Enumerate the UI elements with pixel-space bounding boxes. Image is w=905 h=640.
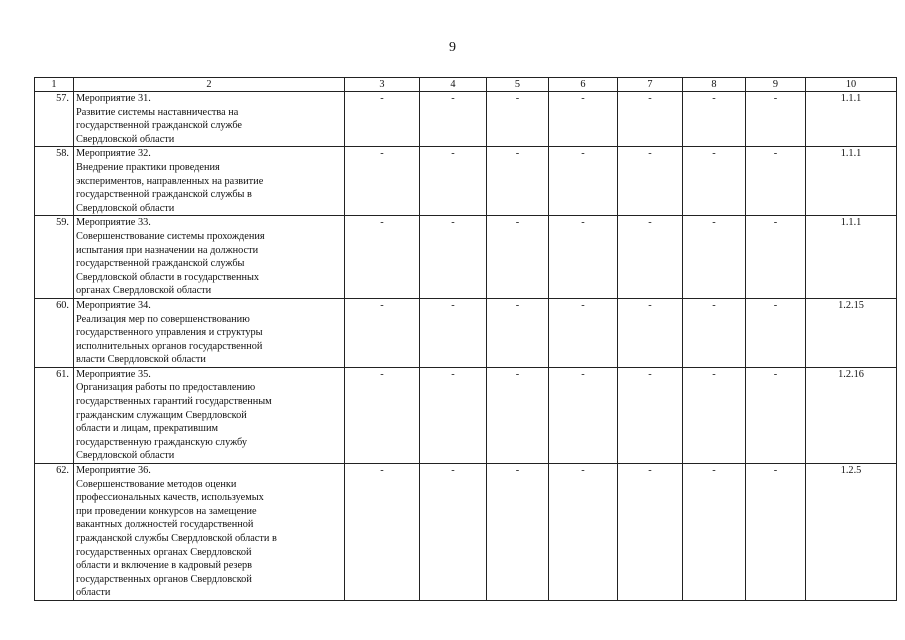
measure-name-line: органах Свердловской области <box>76 285 212 297</box>
header-cell: 9 <box>746 78 806 92</box>
table-row <box>35 367 897 463</box>
value-cell-c8: - <box>683 298 746 367</box>
value-cell-c7: - <box>618 92 683 147</box>
row-number-cell: 60. <box>35 298 74 367</box>
target-code-cell: 1.1.1 <box>806 147 897 216</box>
header-cell: 6 <box>549 78 618 92</box>
value-cell-c5: - <box>487 147 549 216</box>
measure-name-line: Совершенствование системы прохождения <box>76 230 265 242</box>
target-code-cell: 1.1.1 <box>806 216 897 299</box>
measure-name-line: Реализация мер по совершенствованию <box>76 313 250 325</box>
value-cell-c8: - <box>683 92 746 147</box>
value-cell-c3: - <box>345 92 420 147</box>
value-cell-c4: - <box>420 147 487 216</box>
measure-name-line: государственной гражданской службы <box>76 258 245 270</box>
measure-name-line: государственных гарантий государственным <box>76 396 272 408</box>
value-cell-c9: - <box>746 298 806 367</box>
target-code-cell: 1.2.16 <box>806 367 897 463</box>
page-number: 9 <box>449 40 456 55</box>
measure-name-line: Организация работы по предоставлению <box>76 382 256 394</box>
measure-name-line: исполнительных органов государственной <box>76 340 263 352</box>
header-cell: 3 <box>345 78 420 92</box>
table-row <box>35 464 897 601</box>
value-cell-c5: - <box>487 298 549 367</box>
value-cell-c9: - <box>746 216 806 299</box>
measure-name-line: при проведении конкурсов на замещение <box>76 505 257 517</box>
measure-name-line: государственных органов Свердловской <box>76 573 252 585</box>
measure-name-line: государственной гражданской службе <box>76 120 242 132</box>
measure-name-line: профессиональных качеств, используемых <box>76 492 264 504</box>
measure-name-line: Мероприятие 36. <box>76 465 151 477</box>
value-cell-c6: - <box>549 298 618 367</box>
value-cell-c5: - <box>487 464 549 601</box>
measure-name-line: области и лицам, прекратившим <box>76 423 218 435</box>
value-cell-c4: - <box>420 92 487 147</box>
measure-name-cell <box>74 298 345 367</box>
value-cell-c7: - <box>618 216 683 299</box>
measure-name-line: государственной гражданской службы в <box>76 189 252 201</box>
table-row <box>35 92 897 147</box>
measure-name-line: гражданской службы Свердловской области в <box>76 533 277 544</box>
measure-name-line: гражданским служащим Свердловской <box>76 409 247 421</box>
measure-name-line: Свердловской области <box>76 133 175 145</box>
measures-table <box>34 77 897 601</box>
header-cell: 2 <box>74 78 345 92</box>
header-row <box>35 78 897 92</box>
value-cell-c7: - <box>618 464 683 601</box>
measure-name-cell <box>74 147 345 216</box>
table-row <box>35 216 897 299</box>
value-cell-c8: - <box>683 216 746 299</box>
value-cell-c5: - <box>487 216 549 299</box>
row-number-cell: 59. <box>35 216 74 299</box>
row-number-cell: 61. <box>35 367 74 463</box>
value-cell-c6: - <box>549 147 618 216</box>
value-cell-c6: - <box>549 464 618 601</box>
header-cell: 8 <box>683 78 746 92</box>
value-cell-c3: - <box>345 367 420 463</box>
measure-name-cell <box>74 367 345 463</box>
row-number-cell: 57. <box>35 92 74 147</box>
value-cell-c8: - <box>683 147 746 216</box>
value-cell-c9: - <box>746 464 806 601</box>
value-cell-c5: - <box>487 367 549 463</box>
header-cell: 10 <box>806 78 897 92</box>
value-cell-c8: - <box>683 367 746 463</box>
row-number-cell: 58. <box>35 147 74 216</box>
table-body <box>35 92 897 601</box>
value-cell-c6: - <box>549 216 618 299</box>
measure-name-line: Совершенствование методов оценки <box>76 478 237 490</box>
measure-name-cell <box>74 216 345 299</box>
measure-name-line: Свердловской области в государственных <box>76 271 260 283</box>
value-cell-c7: - <box>618 147 683 216</box>
value-cell-c3: - <box>345 147 420 216</box>
value-cell-c4: - <box>420 298 487 367</box>
target-code-cell: 1.2.5 <box>806 464 897 601</box>
measure-name-line: государственного управления и структуры <box>76 327 263 339</box>
header-cell: 1 <box>35 78 74 92</box>
value-cell-c9: - <box>746 92 806 147</box>
measure-name-line: Мероприятие 31. <box>76 93 151 104</box>
value-cell-c4: - <box>420 367 487 463</box>
measure-name-line: Мероприятие 35. <box>76 368 151 380</box>
measure-name-line: Внедрение практики проведения <box>76 161 220 173</box>
measure-name-line: государственных органах Свердловской <box>76 546 252 558</box>
measure-name-line: государственную гражданскую службу <box>76 436 248 448</box>
measure-name-line: Свердловской области <box>76 450 175 462</box>
measure-name-line: Мероприятие 33. <box>76 217 151 229</box>
value-cell-c3: - <box>345 216 420 299</box>
measure-name-line: Мероприятие 34. <box>76 299 151 311</box>
value-cell-c4: - <box>420 464 487 601</box>
value-cell-c9: - <box>746 367 806 463</box>
measure-name-line: области и включение в кадровый резерв <box>76 560 253 572</box>
measure-name-line: испытания при назначении на должности <box>76 244 259 256</box>
table-row <box>35 298 897 367</box>
value-cell-c4: - <box>420 216 487 299</box>
measure-name-cell <box>74 92 345 147</box>
measure-name-line: вакантных должностей государственной <box>76 519 254 531</box>
measure-name-line: Развитие системы наставничества на <box>76 106 239 118</box>
value-cell-c6: - <box>549 367 618 463</box>
measure-name-line: области <box>76 587 111 599</box>
target-code-cell: 1.2.15 <box>806 298 897 367</box>
value-cell-c7: - <box>618 367 683 463</box>
header-cell: 5 <box>487 78 549 92</box>
value-cell-c3: - <box>345 298 420 367</box>
value-cell-c8: - <box>683 464 746 601</box>
value-cell-c5: - <box>487 92 549 147</box>
value-cell-c3: - <box>345 464 420 601</box>
header-cell: 7 <box>618 78 683 92</box>
value-cell-c9: - <box>746 147 806 216</box>
measure-name-line: власти Свердловской области <box>76 354 206 366</box>
table-row <box>35 147 897 216</box>
measure-name-line: Мероприятие 32. <box>76 148 151 160</box>
header-cell: 4 <box>420 78 487 92</box>
target-code-cell: 1.1.1 <box>806 92 897 147</box>
row-number-cell: 62. <box>35 464 74 601</box>
measure-name-line: экспериментов, направленных на развитие <box>76 175 264 187</box>
value-cell-c7: - <box>618 298 683 367</box>
measure-name-line: Свердловской области <box>76 202 175 214</box>
measure-name-cell <box>74 464 345 601</box>
value-cell-c6: - <box>549 92 618 147</box>
